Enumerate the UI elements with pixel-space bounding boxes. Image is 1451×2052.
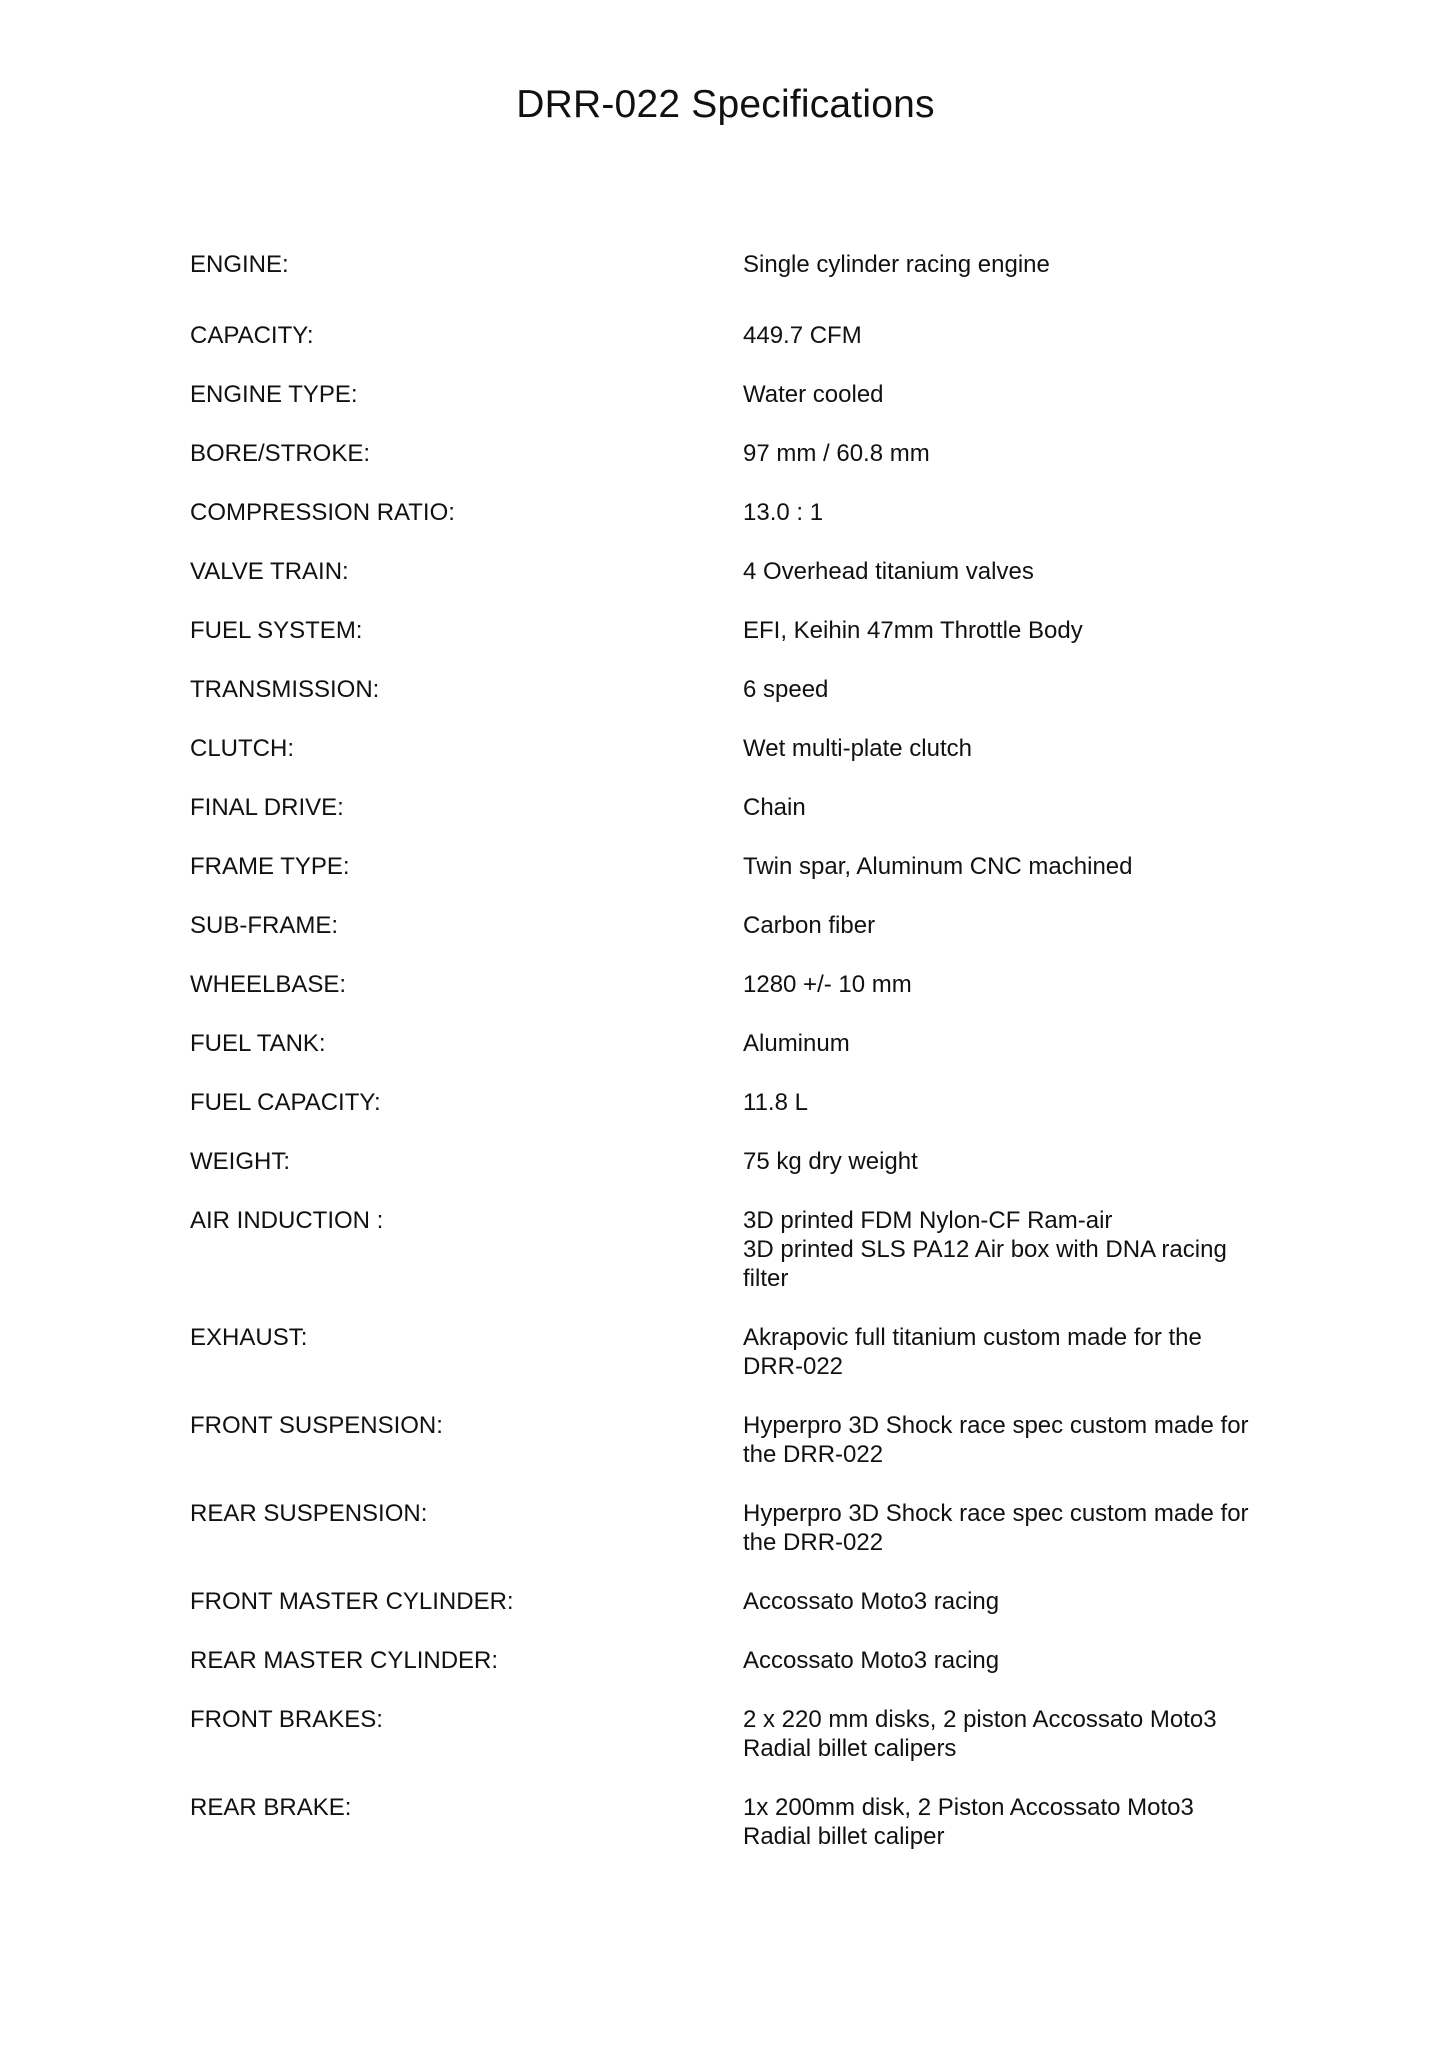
- spec-value: 6 speed: [743, 676, 829, 703]
- spec-value: Akrapovic full titanium custom made for the DRR-022: [743, 1324, 1202, 1380]
- spec-row-sub-frame: [190, 911, 1310, 940]
- spec-row-rear-brake: [190, 1793, 1310, 1851]
- spec-label: FINAL DRIVE:: [190, 794, 344, 821]
- spec-row-rear-suspension: [190, 1499, 1310, 1557]
- spec-value: 3D printed FDM Nylon-CF Ram-air 3D printed SLS PA12 Air box with DNA racing filter: [743, 1207, 1227, 1292]
- spec-row-valve-train: [190, 557, 1310, 586]
- spec-label: REAR MASTER CYLINDER:: [190, 1647, 499, 1674]
- spec-row-clutch: [190, 734, 1310, 763]
- spec-label: CAPACITY:: [190, 322, 314, 349]
- spec-row-rear-master-cylinder: [190, 1646, 1310, 1675]
- spec-value: 75 kg dry weight: [743, 1148, 918, 1175]
- spec-row-engine-type: [190, 380, 1310, 409]
- spec-label: FRAME TYPE:: [190, 853, 350, 880]
- spec-label: REAR SUSPENSION:: [190, 1500, 428, 1527]
- spec-row-weight: [190, 1147, 1310, 1176]
- spec-label: FRONT SUSPENSION:: [190, 1412, 443, 1439]
- spec-row-wheelbase: [190, 970, 1310, 999]
- spec-row-final-drive: [190, 793, 1310, 822]
- spec-label: ENGINE TYPE:: [190, 381, 358, 408]
- spec-label: EXHAUST:: [190, 1324, 308, 1351]
- spec-row-transmission: [190, 675, 1310, 704]
- spec-value: Aluminum: [743, 1030, 850, 1057]
- spec-row-fuel-system: [190, 616, 1310, 645]
- spec-label: FUEL CAPACITY:: [190, 1089, 381, 1116]
- spec-row-frame-type: [190, 852, 1310, 881]
- spec-row-bore-stroke: [190, 439, 1310, 468]
- spec-value: Chain: [743, 794, 806, 821]
- spec-label: FUEL TANK:: [190, 1030, 326, 1057]
- spec-label: TRANSMISSION:: [190, 676, 380, 703]
- spec-value: 13.0 : 1: [743, 499, 824, 526]
- spec-row-front-master-cylinder: [190, 1587, 1310, 1616]
- spec-label: FRONT MASTER CYLINDER:: [190, 1588, 514, 1615]
- spec-value: 1280 +/- 10 mm: [743, 971, 912, 998]
- spec-label: CLUTCH:: [190, 735, 295, 762]
- spec-label: WHEELBASE:: [190, 971, 347, 998]
- spec-label: WEIGHT:: [190, 1148, 290, 1175]
- spec-row-fuel-capacity: [190, 1088, 1310, 1117]
- spec-label: AIR INDUCTION :: [190, 1207, 384, 1234]
- spec-label: FUEL SYSTEM:: [190, 617, 363, 644]
- spec-row-fuel-tank: [190, 1029, 1310, 1058]
- spec-label: REAR BRAKE:: [190, 1794, 352, 1821]
- spec-value: 4 Overhead titanium valves: [743, 558, 1034, 585]
- spec-label: SUB-FRAME:: [190, 912, 339, 939]
- spec-value: Accossato Moto3 racing: [743, 1647, 1000, 1674]
- spec-value: Twin spar, Aluminum CNC machined: [743, 853, 1133, 880]
- spec-row-compression-ratio: [190, 498, 1310, 527]
- spec-value: 2 x 220 mm disks, 2 piston Accossato Moto3 Radial billet calipers: [743, 1706, 1217, 1762]
- spec-row-capacity: [190, 321, 1310, 350]
- spec-value: EFI, Keihin 47mm Throttle Body: [743, 617, 1083, 644]
- spec-label: BORE/STROKE:: [190, 440, 371, 467]
- spec-value: 449.7 CFM: [743, 322, 862, 349]
- spec-label: ENGINE:: [190, 251, 289, 278]
- spec-label: VALVE TRAIN:: [190, 558, 349, 585]
- spec-value: Accossato Moto3 racing: [743, 1588, 1000, 1615]
- spec-value: Water cooled: [743, 381, 884, 408]
- spec-label: COMPRESSION RATIO:: [190, 499, 455, 526]
- spec-value: Single cylinder racing engine: [743, 251, 1050, 278]
- spec-value: 1x 200mm disk, 2 Piston Accossato Moto3 Radial billet caliper: [743, 1794, 1194, 1850]
- spec-table: [190, 250, 1310, 1881]
- spec-value: Wet multi-plate clutch: [743, 735, 972, 762]
- spec-value: Hyperpro 3D Shock race spec custom made for the DRR-022: [743, 1500, 1249, 1556]
- spec-value: 97 mm / 60.8 mm: [743, 440, 930, 467]
- spec-value: Carbon fiber: [743, 912, 876, 939]
- spec-row-front-brakes: [190, 1705, 1310, 1763]
- spec-row-air-induction: [190, 1206, 1310, 1293]
- page-title: DRR-022 Specifications: [516, 83, 935, 126]
- spec-label: FRONT BRAKES:: [190, 1706, 383, 1733]
- spec-row-front-suspension: [190, 1411, 1310, 1469]
- spec-row-exhaust: [190, 1323, 1310, 1381]
- spec-row-engine: [190, 250, 1310, 279]
- spec-value: 11.8 L: [743, 1089, 808, 1116]
- spec-value: Hyperpro 3D Shock race spec custom made for the DRR-022: [743, 1412, 1249, 1468]
